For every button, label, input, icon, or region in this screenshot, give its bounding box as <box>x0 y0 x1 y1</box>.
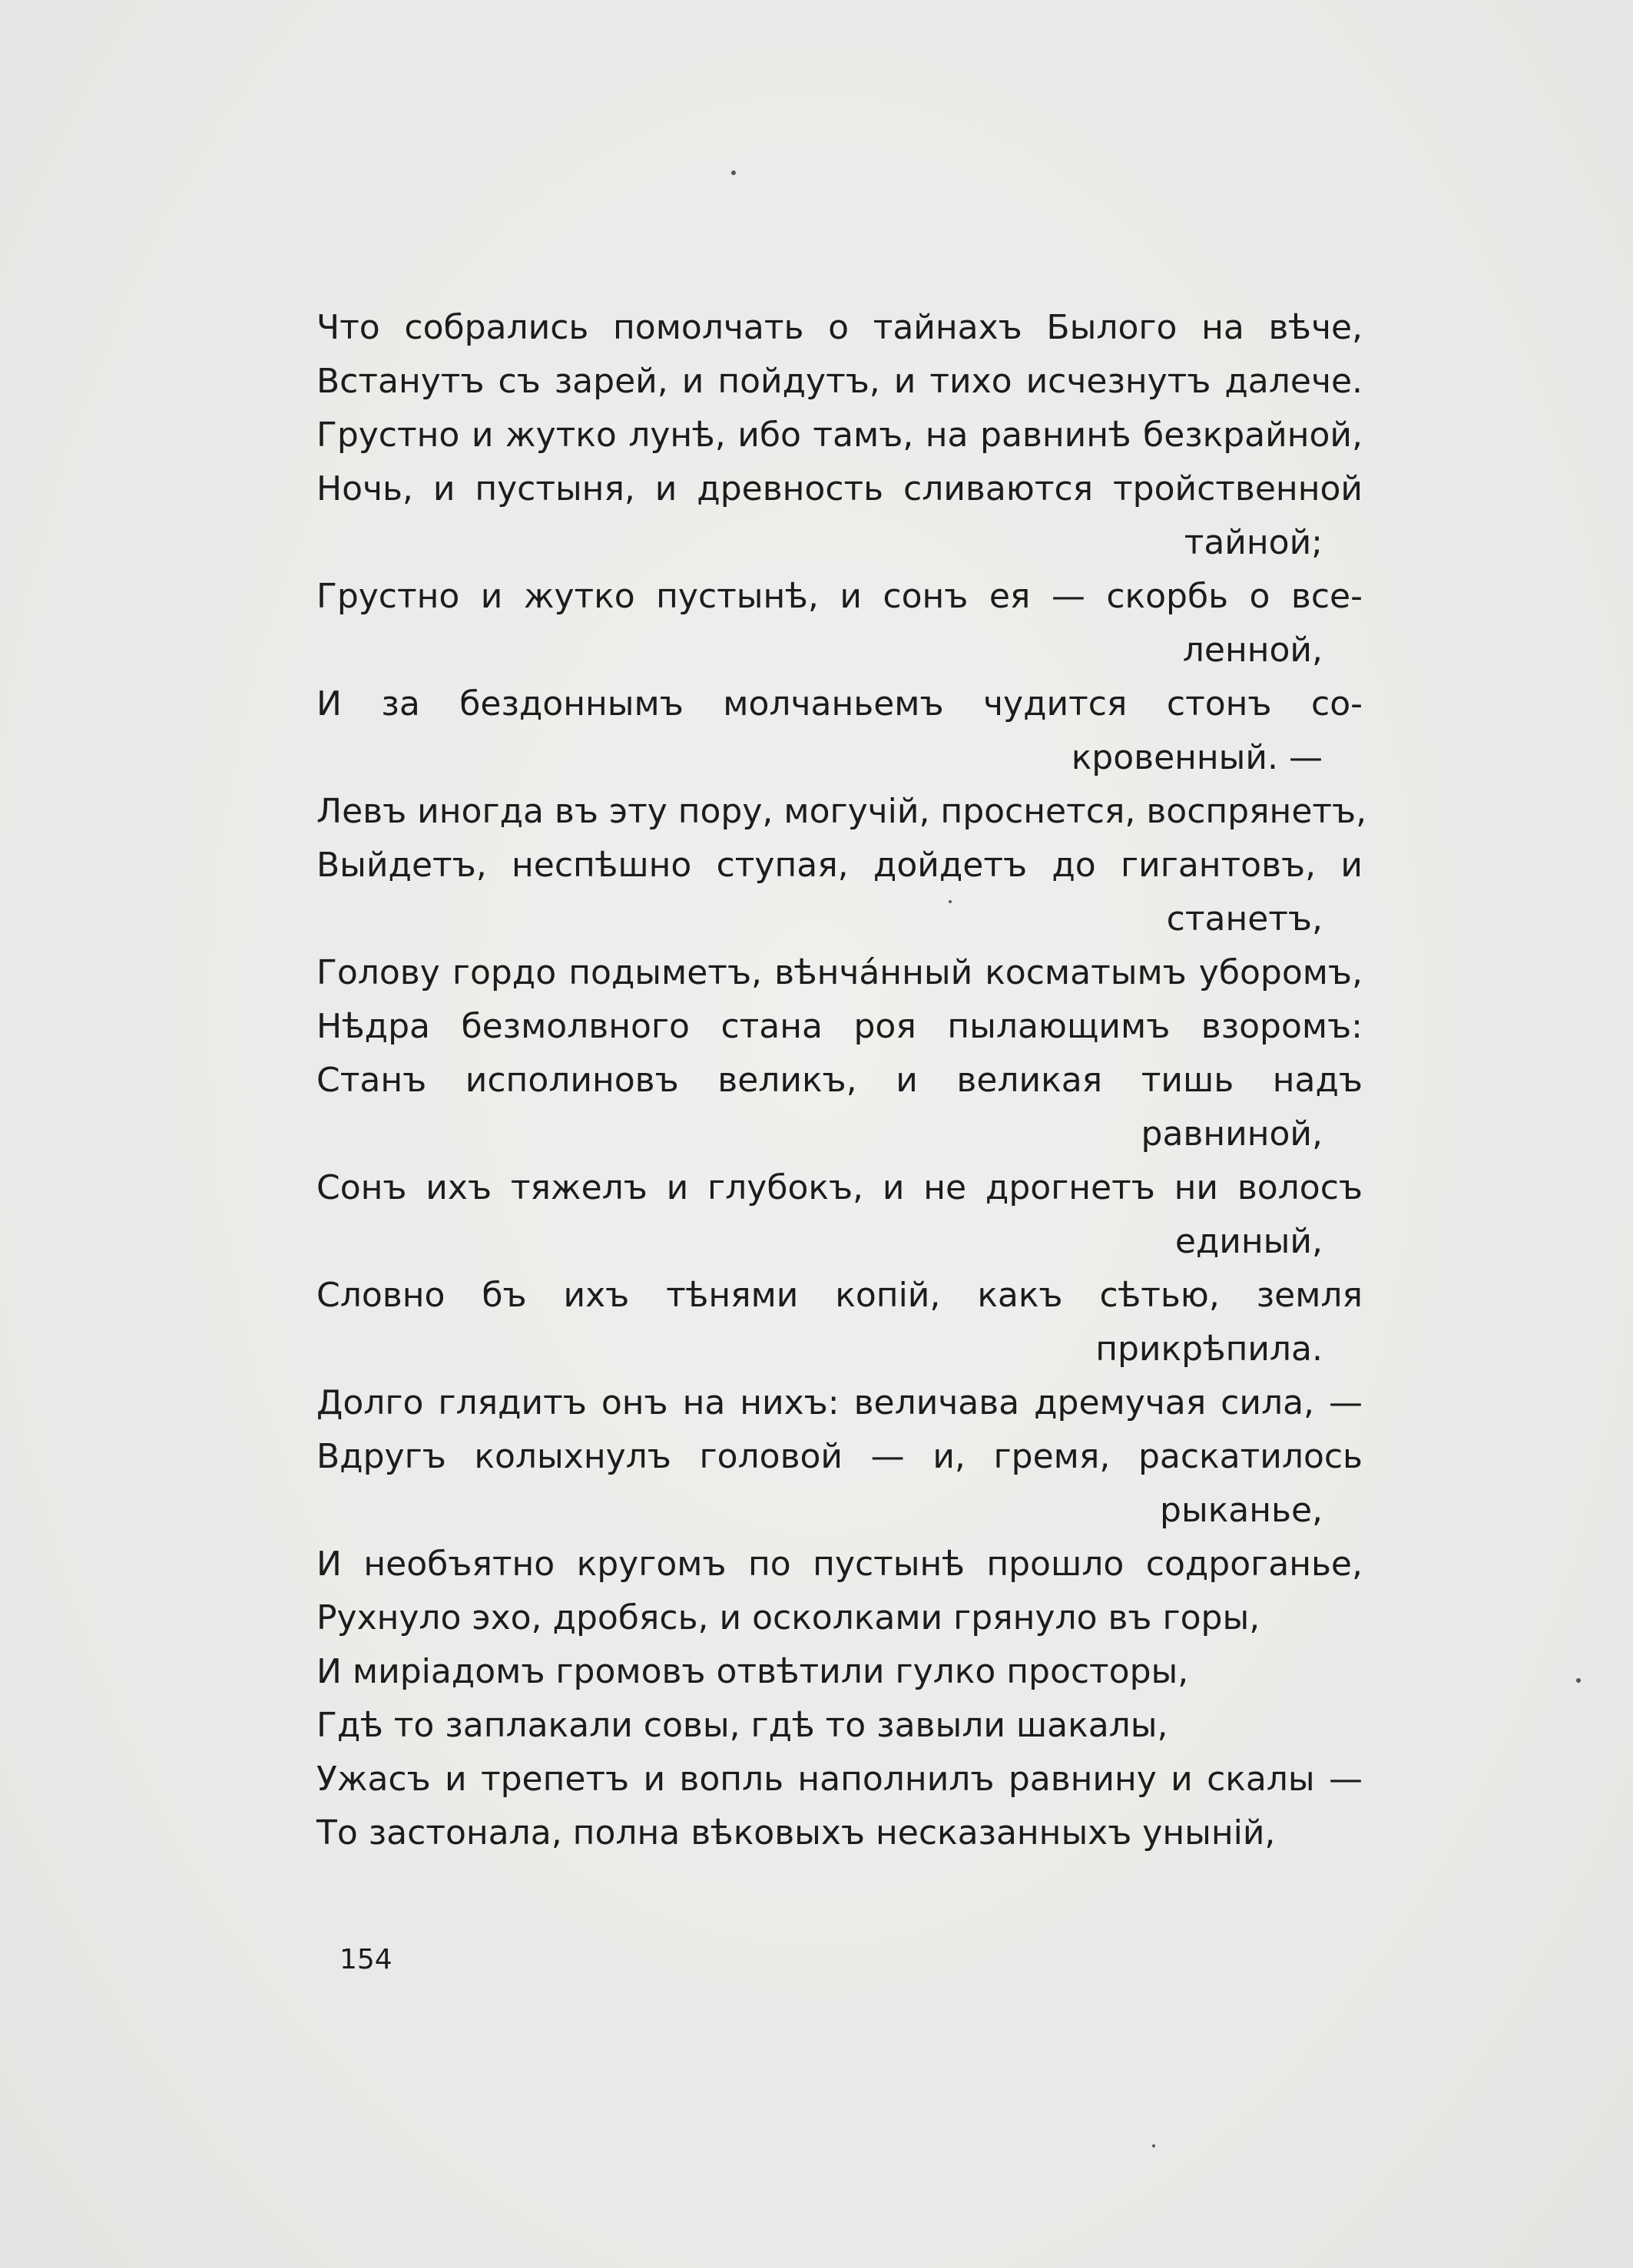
poem-line-continuation: ленной, <box>1182 631 1323 670</box>
poem-line: И миріадомъ громовъ отвѣтили гулко просторы, <box>316 1652 1189 1691</box>
poem-line: Ночь, и пустыня, и древность сливаются тройственной <box>316 469 1363 508</box>
poem-line-continuation: рыканье, <box>1160 1491 1323 1530</box>
poem-line: Левъ иногда въ эту пору, могучій, проснется, воспрянетъ, <box>316 792 1367 831</box>
poem-line: Встанутъ съ зарей, и пойдутъ, и тихо исчезнутъ далече. <box>316 362 1363 401</box>
poem-line: Долго глядитъ онъ на нихъ: величава дремучая сила, — <box>316 1383 1363 1422</box>
poem-line-continuation: станетъ, <box>1166 899 1323 939</box>
print-speck <box>731 171 736 175</box>
poem-line: И за бездоннымъ молчаньемъ чудится стонъ со- <box>316 684 1363 723</box>
poem-line: Ужасъ и трепетъ и вопль наполнилъ равнину и скалы — <box>316 1760 1363 1799</box>
print-speck <box>1576 1678 1581 1683</box>
poem-line: Словно бъ ихъ тѣнями копій, какъ сѣтью, земля <box>316 1276 1363 1315</box>
poem-line: Рухнуло эхо, дробясь, и осколками грянуло въ горы, <box>316 1598 1260 1637</box>
poem-line: Гдѣ то заплакали совы, гдѣ то завыли шакалы, <box>316 1706 1168 1745</box>
print-speck <box>1152 2144 1155 2147</box>
poem-line-continuation: равниной, <box>1141 1114 1323 1154</box>
poem-line: Нѣдра безмолвного стана роя пылающимъ взоромъ: <box>316 1007 1363 1046</box>
poem-line: Грустно и жутко пустынѣ, и сонъ ея — скорбь о все- <box>316 577 1363 616</box>
poem-text <box>316 301 1367 1860</box>
poem-line: И необъятно кругомъ по пустынѣ прошло содроганье, <box>316 1545 1363 1584</box>
poem-line: Вдругъ колыхнулъ головой — и, гремя, раскатилось <box>316 1437 1363 1476</box>
poem-line: Голову гордо подыметъ, вѣнча́нный косматымъ уборомъ, <box>316 953 1363 992</box>
poem-line: Грустно и жутко лунѣ, ибо тамъ, на равнинѣ безкрайной, <box>316 416 1363 455</box>
poem-line-continuation: кровенный. — <box>1071 738 1323 777</box>
poem-line: То застонала, полна вѣковыхъ несказанныхъ уныній, <box>316 1813 1276 1852</box>
poem-line-continuation: тайной; <box>1184 523 1323 562</box>
poem-line: Выйдетъ, неспѣшно ступая, дойдетъ до гигантовъ, и <box>316 846 1363 885</box>
poem-line-continuation: прикрѣпила. <box>1095 1329 1323 1369</box>
poem-line-continuation: единый, <box>1174 1222 1323 1261</box>
poem-line: Что собрались помолчать о тайнахъ Былого на вѣче, <box>316 308 1363 347</box>
poem-line: Сонъ ихъ тяжелъ и глубокъ, и не дрогнетъ ни волосъ <box>316 1168 1363 1207</box>
poem-line: Станъ исполиновъ великъ, и великая тишь надъ <box>316 1061 1363 1100</box>
page-number: 154 <box>340 1944 393 1975</box>
